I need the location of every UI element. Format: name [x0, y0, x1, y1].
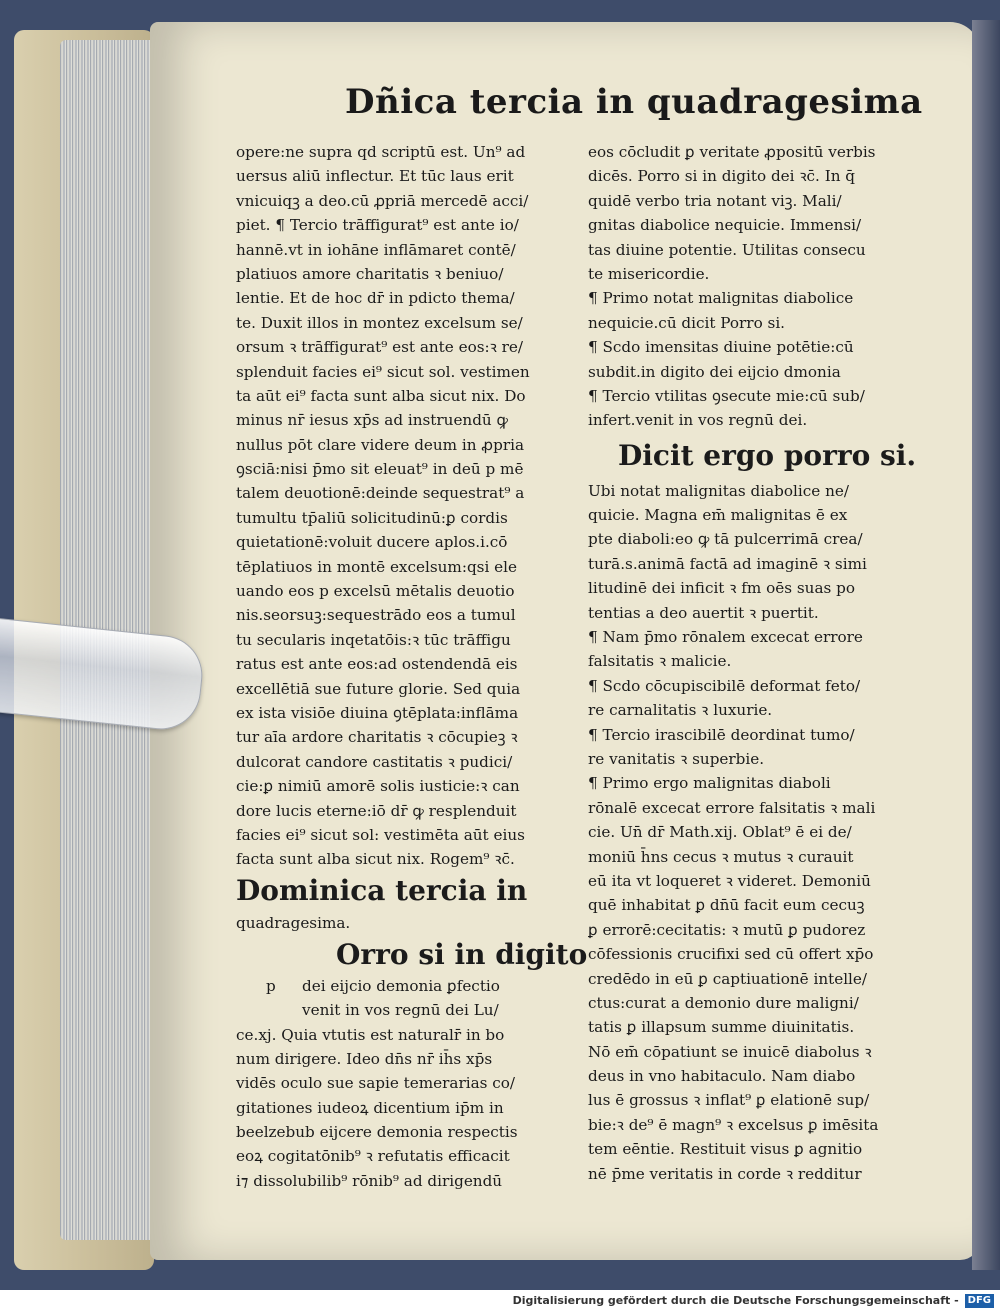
text-line: tur aīa ardore charitatis ꝛ cōcupieꝫ ꝛ [236, 728, 518, 747]
text-line: ¶ Tercio vtilitas ꝯsecute mie:cū sub/ [588, 386, 865, 405]
text-line: facies ei⁹ sicut sol: vestimēta aūt eius [236, 825, 525, 844]
text-line: dulcorat candore castitatis ꝛ pudici/ [236, 752, 513, 771]
text-line: eoꝝ cogitatōnib⁹ ꝛ refutatis efficacit [236, 1147, 510, 1166]
text-line: excellētiā sue future glorie. Sed quia [236, 679, 521, 698]
text-line: ce.xj. Quia vtutis est naturalr̄ in bo [236, 1025, 505, 1044]
text-line: te. Duxit illos in montez excelsum se/ [236, 313, 523, 332]
text-line: i⁊ dissolubilib⁹ rōnib⁹ ad dirigendū [236, 1171, 503, 1190]
right-column-heading: Dicit ergo porro si. [618, 438, 917, 472]
text-line: uando eos p excelsū mētalis deuotio [236, 582, 515, 601]
text-line: deus in vno habitaculo. Nam diabo [588, 1067, 856, 1086]
text-line: ratus est ante eos:ad ostendendā eis [236, 655, 518, 674]
text-line: quidē verbo tria notant viꝫ. Mali/ [588, 191, 842, 210]
text-line: Nō em̄ cōpatiunt se inuicē diabolus ꝛ [588, 1042, 872, 1061]
text-line: eos cōcludit ꝑ veritate ꝓpositū verbis [588, 143, 876, 161]
text-line: turā.s.animā factā ad imaginē ꝛ simi [588, 554, 867, 573]
left-column-body-bottom [236, 1023, 581, 1194]
initial-row-1 [236, 974, 581, 998]
text-line: talem deuotionē:deinde sequestrat⁹ a [236, 484, 525, 503]
initial-line-1: dei eijcio demonia ꝑfectio [302, 976, 500, 995]
text-line: nē p̄me veritatis in corde ꝛ redditur [588, 1164, 862, 1183]
text-line: falsitatis ꝛ malicie. [588, 652, 732, 671]
text-line: gitationes iudeoꝝ dicentium ip̄m in [236, 1098, 504, 1117]
right-column-body-bottom [588, 479, 933, 1186]
text-line: moniū h̄ns cecus ꝛ mutus ꝛ curauit [588, 847, 854, 866]
right-column-body-top [588, 140, 933, 433]
left-column [236, 140, 588, 1193]
text-line: ¶ Nam p̄mo rōnalem excecat errore [588, 628, 863, 647]
initial-row-2 [236, 998, 581, 1022]
left-column-heading: Dominica tercia in [236, 873, 528, 907]
text-line: quietationē:voluit ducere aplos.i.cō [236, 533, 508, 552]
text-line: opere:ne supra qd scriptū est. Un⁹ ad [236, 143, 526, 161]
running-head: Dñica tercia in quadragesima [345, 82, 923, 122]
text-line: tatis ꝑ illapsum summe diuinitatis. [588, 1018, 855, 1037]
text-line: re carnalitatis ꝛ luxurie. [588, 701, 773, 720]
text-line: beelzebub eijcere demonia respectis [236, 1123, 518, 1142]
text-line: gnitas diabolice nequicie. Immensi/ [588, 216, 862, 235]
text-line: tu secularis inqetatōis:ꝛ tūc trāffigu [236, 630, 511, 649]
text-line: ¶ Primo ergo malignitas diaboli [588, 774, 831, 793]
text-line: ꝑ errorē:cecitatis: ꝛ mutū ꝑ pudorez [588, 920, 866, 939]
text-line: nullus pōt clare videre deum in ꝓpria [236, 435, 525, 454]
text-line: ex ista visiōe diuina ꝯtēplata:inflāma [236, 703, 519, 722]
text-line: infert.venit in vos regnū dei. [588, 411, 808, 430]
text-line: re vanitatis ꝛ superbie. [588, 749, 765, 768]
text-line: dicēs. Porro si in digito dei ꝛc̄. In q̄ [588, 167, 856, 186]
initial-letter: p [266, 976, 276, 995]
text-line: tas diuine potentie. Utilitas consecu [588, 240, 866, 259]
text-line: Ubi notat malignitas diabolice ne/ [588, 481, 849, 500]
text-line: minus nr̄ iesus xp̄s ad instruendū ꝙ [236, 411, 508, 430]
text-line: nis.seorsuꝫ:sequestrādo eos a tumul [236, 606, 516, 625]
text-line: tem eēntie. Restituit visus ꝑ agnitio [588, 1140, 863, 1159]
text-line: subdit.in digito dei eijcio dmonia [588, 362, 841, 381]
text-line: platiuos amore charitatis ꝛ beniuo/ [236, 264, 504, 283]
footer-bar [0, 1290, 1000, 1311]
text-line: tēplatiuos in montē excelsum:qsi ele [236, 557, 517, 576]
initial-line-2: venit in vos regnū dei Lu/ [302, 1001, 499, 1020]
text-line: piet. ¶ Tercio trāffigurat⁹ est ante io/ [236, 216, 519, 235]
text-line: ta aūt ei⁹ facta sunt alba sicut nix. Do [236, 386, 526, 405]
text-line: quē inhabitat ꝑ dn̄ū facit eum cecuꝫ [588, 896, 865, 915]
text-line: ¶ Scdo imensitas diuine potētie:cū [588, 338, 854, 357]
text-line: ¶ Primo notat malignitas diabolice [588, 289, 854, 308]
text-line: splenduit facies ei⁹ sicut sol. vestimen [236, 362, 530, 381]
text-line: te misericordie. [588, 264, 710, 283]
text-line: credēdo in eū ꝑ captiuationē intelle/ [588, 969, 868, 988]
text-line: vidēs oculo sue sapie temerarias co/ [236, 1074, 516, 1093]
left-column-body-top [236, 140, 581, 872]
text-line: bie:ꝛ de⁹ ē magn⁹ ꝛ excelsus ꝑ imēsita [588, 1115, 879, 1134]
text-line: cie. Un̄ dr̄ Math.xij. Oblat⁹ ē ei de/ [588, 823, 852, 842]
dfg-logo: DFG [965, 1294, 994, 1308]
text-line: cie:ꝑ nimiū amorē solis iusticie:ꝛ can [236, 777, 520, 796]
text-line: vnicuiqꝫ a deo.cū ꝓpriā mercedē acci/ [236, 191, 529, 210]
text-line: num dirigere. Ideo dn̄s nr̄ ih̄s xp̄s [236, 1049, 493, 1068]
text-line: eū ita vt loqueret ꝛ videret. Demoniū [588, 871, 871, 890]
text-line: tumultu tp̄aliū solicitudinū:ꝑ cordis [236, 508, 508, 527]
text-line: ¶ Tercio irascibilē deordinat tumo/ [588, 725, 855, 744]
book-spine-right [972, 20, 1000, 1270]
text-line: dore lucis eterne:iō dr̄ ꝙ resplenduit [236, 801, 517, 820]
footer-credit: Digitalisierung gefördert durch die Deutsche Forschungsgemeinschaft - [512, 1294, 959, 1307]
text-line: ctus:curat a demonio dure maligni/ [588, 993, 859, 1012]
text-line: lus ē grossus ꝛ inflat⁹ ꝑ elationē sup/ [588, 1091, 870, 1110]
text-line: nequicie.cū dicit Porro si. [588, 313, 786, 332]
text-line: ꝯsciā:nisi p̄mo sit eleuat⁹ in deū p mē [236, 460, 524, 479]
left-column-subheading: quadragesima. [236, 913, 351, 932]
text-line: lentie. Et de hoc dr̄ in pdicto thema/ [236, 289, 515, 308]
text-line: orsum ꝛ trāffigurat⁹ est ante eos:ꝛ re/ [236, 338, 524, 357]
text-line: cōfessionis crucifixi sed cū offert xp̄o [588, 945, 874, 964]
right-column [588, 140, 933, 1186]
initial-heading: Orro si in digito [336, 937, 588, 971]
text-line: uersus aliū inflectur. Et tūc laus erit [236, 167, 514, 186]
text-line: pte diaboli:eo ꝙ tā pulcerrimā crea/ [588, 530, 863, 549]
text-line: facta sunt alba sicut nix. Rogem⁹ ꝛc̄. [236, 850, 515, 869]
text-line: hannē.vt in iohāne inflāmaret contē/ [236, 240, 516, 259]
text-line: litudinē dei inficit ꝛ fm oēs suas po [588, 579, 855, 598]
text-line: ¶ Scdo cōcupiscibilē deformat feto/ [588, 676, 861, 695]
text-line: quicie. Magna em̄ malignitas ē ex [588, 506, 848, 525]
text-line: rōnalē excecat errore falsitatis ꝛ mali [588, 798, 876, 817]
text-line: tentias a deo auertit ꝛ puertit. [588, 603, 819, 622]
